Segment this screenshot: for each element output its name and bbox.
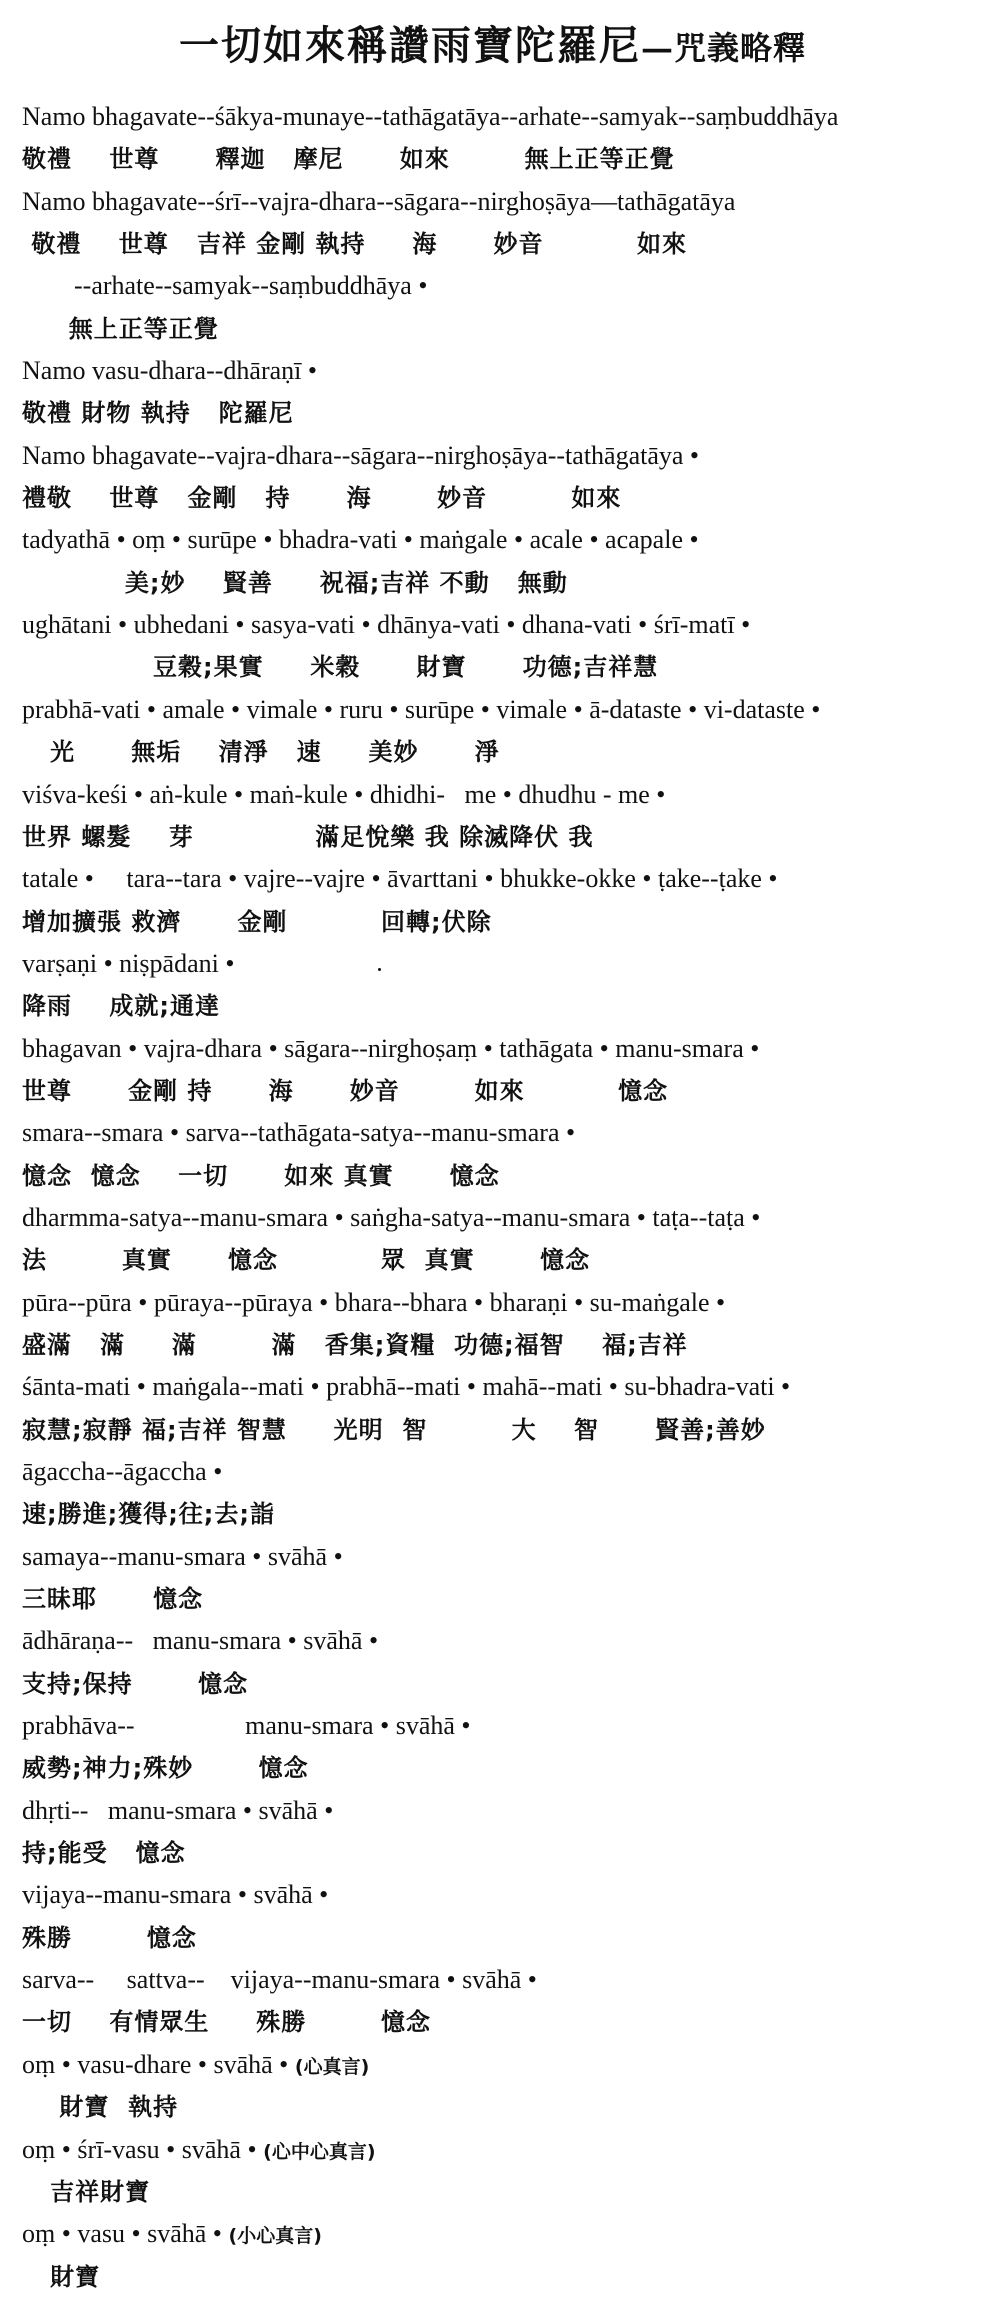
sanskrit-line: [22, 96, 977, 138]
chinese-text: 一切 有情眾生 殊勝 憶念: [22, 2008, 432, 2037]
sanskrit-text: prabhāva-- manu-smara • svāhā •: [22, 1711, 471, 1741]
sanskrit-line: [22, 1536, 977, 1578]
chinese-text: 速;勝進;獲得;往;去;詣: [22, 1500, 275, 1529]
sanskrit-text: sarva-- sattva-- vijaya--manu-smara • svāhā •: [22, 1965, 537, 1995]
sanskrit-line: [22, 1197, 977, 1239]
mantra-note: (心真言): [288, 2055, 370, 2078]
sanskrit-text: bhagavan • vajra-dhara • sāgara--nirghoṣaṃ • tathāgata • manu-smara •: [22, 1033, 760, 1063]
sanskrit-text: Namo vasu-dhara--dhāraṇī •: [22, 356, 317, 386]
sanskrit-text: oṃ • vasu-dhare • svāhā •: [22, 2049, 289, 2079]
sanskrit-text: smara--smara • sarva--tathāgata-satya--manu-smara •: [22, 1118, 576, 1148]
chinese-text: 威勢;神力;殊妙 憶念: [22, 1754, 309, 1783]
mantra-text-block: [22, 96, 977, 2298]
chinese-gloss-line: [22, 1663, 977, 1705]
sanskrit-text: Namo bhagavate--śrī--vajra-dhara--sāgara--nirghoṣāya—tathāgatāya: [22, 186, 736, 216]
chinese-text: 寂慧;寂靜 福;吉祥 智慧 光明 智 大 智 賢善;善妙: [22, 1415, 766, 1444]
sanskrit-line: [22, 1959, 977, 2001]
sanskrit-text: dharmma-satya--manu-smara • saṅgha-satya--manu-smara • taṭa--taṭa •: [22, 1202, 761, 1232]
sanskrit-line: [22, 858, 977, 900]
chinese-gloss-line: [22, 2171, 977, 2213]
chinese-text: 敬禮 世尊 吉祥 金剛 執持 海 妙音 如來: [22, 230, 688, 259]
chinese-gloss-line: [22, 1578, 977, 1620]
sanskrit-text: pūra--pūra • pūraya--pūraya • bhara--bhara • bharaṇi • su-maṅgale •: [22, 1287, 726, 1317]
sanskrit-text: --arhate--samyak--saṃbuddhāya •: [22, 271, 428, 301]
sanskrit-line: [22, 1705, 977, 1747]
sanskrit-text: śānta-mati • maṅgala--mati • prabhā--mati • mahā--mati • su-bhadra-vati •: [22, 1372, 791, 1402]
mantra-note: (小心真言): [221, 2225, 322, 2248]
chinese-gloss-line: [22, 562, 977, 604]
stray-dot: [378, 968, 381, 971]
sanskrit-line: [22, 2129, 977, 2171]
sanskrit-text: oṃ • śrī-vasu • svāhā •: [22, 2134, 257, 2164]
chinese-gloss-line: [22, 1155, 977, 1197]
sanskrit-text: ādhāraṇa-- manu-smara • svāhā •: [22, 1626, 379, 1656]
chinese-gloss-line: [22, 731, 977, 773]
chinese-text: 禮敬 世尊 金剛 持 海 妙音 如來: [22, 484, 622, 513]
chinese-gloss-line: [22, 392, 977, 434]
sanskrit-text: Namo bhagavate--śākya-munaye--tathāgatāya--arhate--samyak--saṃbuddhāya: [22, 102, 839, 131]
sanskrit-line: [22, 774, 977, 816]
mantra-note: (心中心真言): [256, 2140, 376, 2163]
chinese-gloss-line: [22, 2001, 977, 2043]
chinese-gloss-line: [22, 477, 977, 519]
sanskrit-line: [22, 1282, 977, 1324]
sanskrit-text: tadyathā • oṃ • surūpe • bhadra-vati • maṅgale • acale • acapale •: [22, 525, 699, 555]
chinese-gloss-line: [22, 2256, 977, 2298]
sanskrit-text: varṣaṇi • niṣpādani •: [22, 948, 235, 978]
chinese-gloss-line: [22, 901, 977, 943]
chinese-text: 憶念 憶念 一切 如來 真實 憶念: [22, 1161, 500, 1190]
sanskrit-text: dhṛti-- manu-smara • svāhā •: [22, 1795, 334, 1825]
sanskrit-line: [22, 1366, 977, 1408]
sanskrit-text: prabhā-vati • amale • vimale • ruru • surūpe • vimale • ā-dataste • vi-dataste •: [22, 694, 821, 724]
chinese-gloss-line: [22, 223, 977, 265]
sanskrit-line: [22, 2213, 977, 2255]
sanskrit-line: [22, 435, 977, 477]
title-subtitle: —咒義略釋: [640, 29, 806, 67]
chinese-gloss-line: [22, 308, 977, 350]
sanskrit-line: [22, 1451, 977, 1493]
chinese-gloss-line: [22, 1493, 977, 1535]
document-title: [0, 18, 985, 76]
chinese-text: 光 無垢 清淨 速 美妙 淨: [22, 738, 500, 767]
chinese-text: 盛滿 滿 滿 滿 香集;資糧 功德;福智 福;吉祥: [22, 1330, 688, 1359]
sanskrit-text: ughātani • ubhedani • sasya-vati • dhānya-vati • dhana-vati • śrī-matī •: [22, 610, 751, 640]
chinese-gloss-line: [22, 1832, 977, 1874]
chinese-text: 三昧耶 憶念: [22, 1585, 204, 1614]
chinese-text: 美;妙 賢善 祝福;吉祥 不動 無動: [22, 568, 568, 597]
sanskrit-line: [22, 2044, 977, 2086]
chinese-text: 法 真實 憶念 眾 真實 憶念: [22, 1246, 591, 1275]
sanskrit-text: vijaya--manu-smara • svāhā •: [22, 1880, 329, 1910]
sanskrit-line: [22, 1028, 977, 1070]
sanskrit-line: [22, 943, 977, 985]
sanskrit-line: [22, 1874, 977, 1916]
title-main: 一切如來稱讚雨寶陀羅尼: [178, 22, 641, 69]
chinese-text: 增加擴張 救濟 金剛 回轉;伏除: [22, 907, 492, 936]
chinese-gloss-line: [22, 1324, 977, 1366]
sanskrit-line: [22, 265, 977, 307]
chinese-text: 無上正等正覺: [22, 314, 219, 343]
chinese-gloss-line: [22, 1917, 977, 1959]
chinese-gloss-line: [22, 2086, 977, 2128]
chinese-text: 殊勝 憶念: [22, 1923, 197, 1952]
chinese-gloss-line: [22, 1409, 977, 1451]
chinese-gloss-line: [22, 985, 977, 1027]
sanskrit-text: oṃ • vasu • svāhā •: [22, 2219, 222, 2249]
chinese-text: 敬禮 世尊 釋迦 摩尼 如來 無上正等正覺: [22, 145, 675, 174]
sanskrit-text: tatale • tara--tara • vajre--vajre • āvarttani • bhukke-okke • ṭake--ṭake •: [22, 864, 778, 894]
chinese-gloss-line: [22, 646, 977, 688]
chinese-gloss-line: [22, 1239, 977, 1281]
chinese-text: 持;能受 憶念: [22, 1839, 186, 1868]
sanskrit-text: viśva-keśi • aṅ-kule • maṅ-kule • dhidhi- me • dhudhu - me •: [22, 779, 666, 809]
sanskrit-line: [22, 689, 977, 731]
sanskrit-text: āgaccha--āgaccha •: [22, 1457, 223, 1486]
sanskrit-line: [22, 1620, 977, 1662]
chinese-text: 財寶: [22, 2262, 101, 2291]
sanskrit-line: [22, 350, 977, 392]
sanskrit-line: [22, 519, 977, 561]
sanskrit-line: [22, 604, 977, 646]
sanskrit-text: Namo bhagavate--vajra-dhara--sāgara--nirghoṣāya--tathāgatāya •: [22, 440, 700, 470]
chinese-gloss-line: [22, 816, 977, 858]
sanskrit-line: [22, 1112, 977, 1154]
chinese-text: 世尊 金剛 持 海 妙音 如來 憶念: [22, 1076, 669, 1105]
chinese-gloss-line: [22, 138, 977, 180]
chinese-text: 敬禮 財物 執持 陀羅尼: [22, 399, 294, 428]
chinese-text: 世界 螺髮 芽 滿足悅樂 我 除滅降伏 我: [22, 822, 594, 851]
chinese-text: 支持;保持 憶念: [22, 1669, 249, 1698]
sanskrit-text: samaya--manu-smara • svāhā •: [22, 1541, 343, 1571]
sanskrit-line: [22, 181, 977, 223]
sanskrit-line: [22, 1790, 977, 1832]
chinese-text: 財寶 執持: [22, 2093, 179, 2122]
chinese-text: 吉祥財寶: [22, 2177, 151, 2206]
chinese-text: 豆穀;果實 米穀 財寶 功德;吉祥慧: [22, 653, 659, 682]
chinese-gloss-line: [22, 1070, 977, 1112]
chinese-text: 降雨 成就;通達: [22, 992, 221, 1021]
chinese-gloss-line: [22, 1747, 977, 1789]
